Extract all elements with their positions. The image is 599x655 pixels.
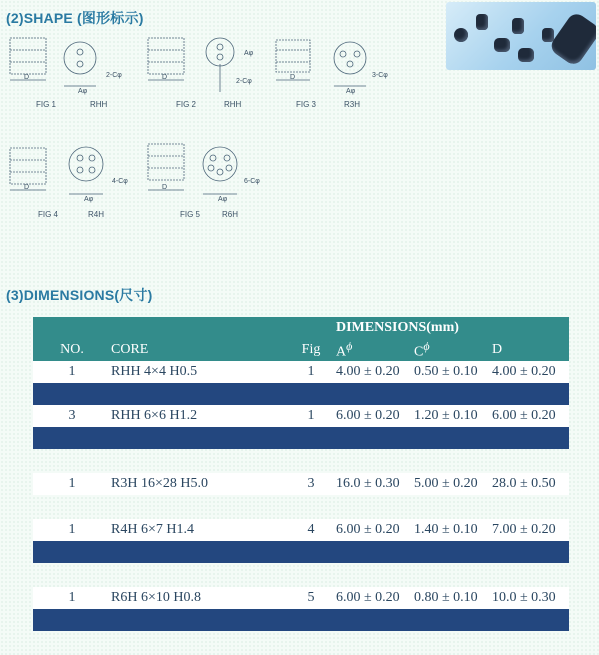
cell-fig: 1 <box>286 405 336 427</box>
fig3-caption: FIG 3 <box>296 100 317 109</box>
cell-c: 0.80 ± 0.10 <box>414 587 492 609</box>
cell-fig: 5 <box>286 587 336 609</box>
cell-c: 1.40 ± 0.10 <box>414 519 492 541</box>
cell-no: 1 <box>33 361 111 383</box>
fig3-type: R3H <box>344 100 361 109</box>
shape-drawings <box>0 0 599 260</box>
fig5-caption: FIG 5 <box>180 210 201 219</box>
table-row-obscured <box>33 609 569 631</box>
fig5-type: R6H <box>222 210 239 219</box>
table-spacer-row <box>33 495 569 519</box>
cell-no: 1 <box>33 519 111 541</box>
cell-a: 6.00 ± 0.20 <box>336 587 414 609</box>
cell-a: 16.0 ± 0.30 <box>336 473 414 495</box>
fig4-type: R4H <box>88 210 105 219</box>
cell-core: RHH 4×4 H0.5 <box>111 361 286 383</box>
cell-fig: 3 <box>286 473 336 495</box>
table-row <box>33 519 569 541</box>
cell-a: 6.00 ± 0.20 <box>336 519 414 541</box>
cell-core: R3H 16×28 H5.0 <box>111 473 286 495</box>
cell-c: 1.20 ± 0.10 <box>414 405 492 427</box>
table-row <box>33 473 569 495</box>
table-row <box>33 587 569 609</box>
table-spacer-row <box>33 449 569 473</box>
table-row <box>33 361 569 383</box>
table-row <box>33 405 569 427</box>
cell-no: 3 <box>33 405 111 427</box>
dimensions-section-title: (3)DIMENSIONS(尺寸) <box>6 287 153 303</box>
col-c: $C^\phi$ <box>414 339 492 361</box>
cell-a: 4.00 ± 0.20 <box>336 361 414 383</box>
cell-core: R4H 6×7 H1.4 <box>111 519 286 541</box>
cell-fig: 1 <box>286 361 336 383</box>
cell-d: 7.00 ± 0.20 <box>492 519 569 541</box>
fig1-caption: FIG 1 <box>36 100 57 109</box>
dimensions-header: DIMENSIONS(mm) <box>336 317 569 339</box>
cell-a: 6.00 ± 0.20 <box>336 405 414 427</box>
cell-no: 1 <box>33 473 111 495</box>
table-row-obscured <box>33 541 569 563</box>
cell-d: 6.00 ± 0.20 <box>492 405 569 427</box>
col-no: NO. <box>33 339 111 361</box>
cell-core: RHH 6×6 H1.2 <box>111 405 286 427</box>
table-header-columns <box>33 339 569 361</box>
cell-c: 0.50 ± 0.10 <box>414 361 492 383</box>
table-row-obscured <box>33 383 569 405</box>
cell-d: 28.0 ± 0.50 <box>492 473 569 495</box>
fig2-type: RHH <box>224 100 242 109</box>
cell-no: 1 <box>33 587 111 609</box>
fig2-caption: FIG 2 <box>176 100 197 109</box>
fig1-top-view <box>64 42 96 86</box>
cell-core: R6H 6×10 H0.8 <box>111 587 286 609</box>
col-core: CORE <box>111 339 286 361</box>
table-spacer-row <box>33 563 569 587</box>
table-header-group <box>33 317 569 339</box>
cell-d: 10.0 ± 0.30 <box>492 587 569 609</box>
dimensions-table <box>33 317 569 631</box>
table-row-obscured <box>33 427 569 449</box>
col-a: $A^\phi$ <box>336 339 414 361</box>
cell-d: 4.00 ± 0.20 <box>492 361 569 383</box>
col-fig: Fig <box>286 339 336 361</box>
fig1-type: RHH <box>90 100 108 109</box>
cell-c: 5.00 ± 0.20 <box>414 473 492 495</box>
col-d: D <box>492 339 569 361</box>
fig4-caption: FIG 4 <box>38 210 59 219</box>
cell-fig: 4 <box>286 519 336 541</box>
shape-section-title: (2)SHAPE (图形标示) <box>6 10 144 26</box>
